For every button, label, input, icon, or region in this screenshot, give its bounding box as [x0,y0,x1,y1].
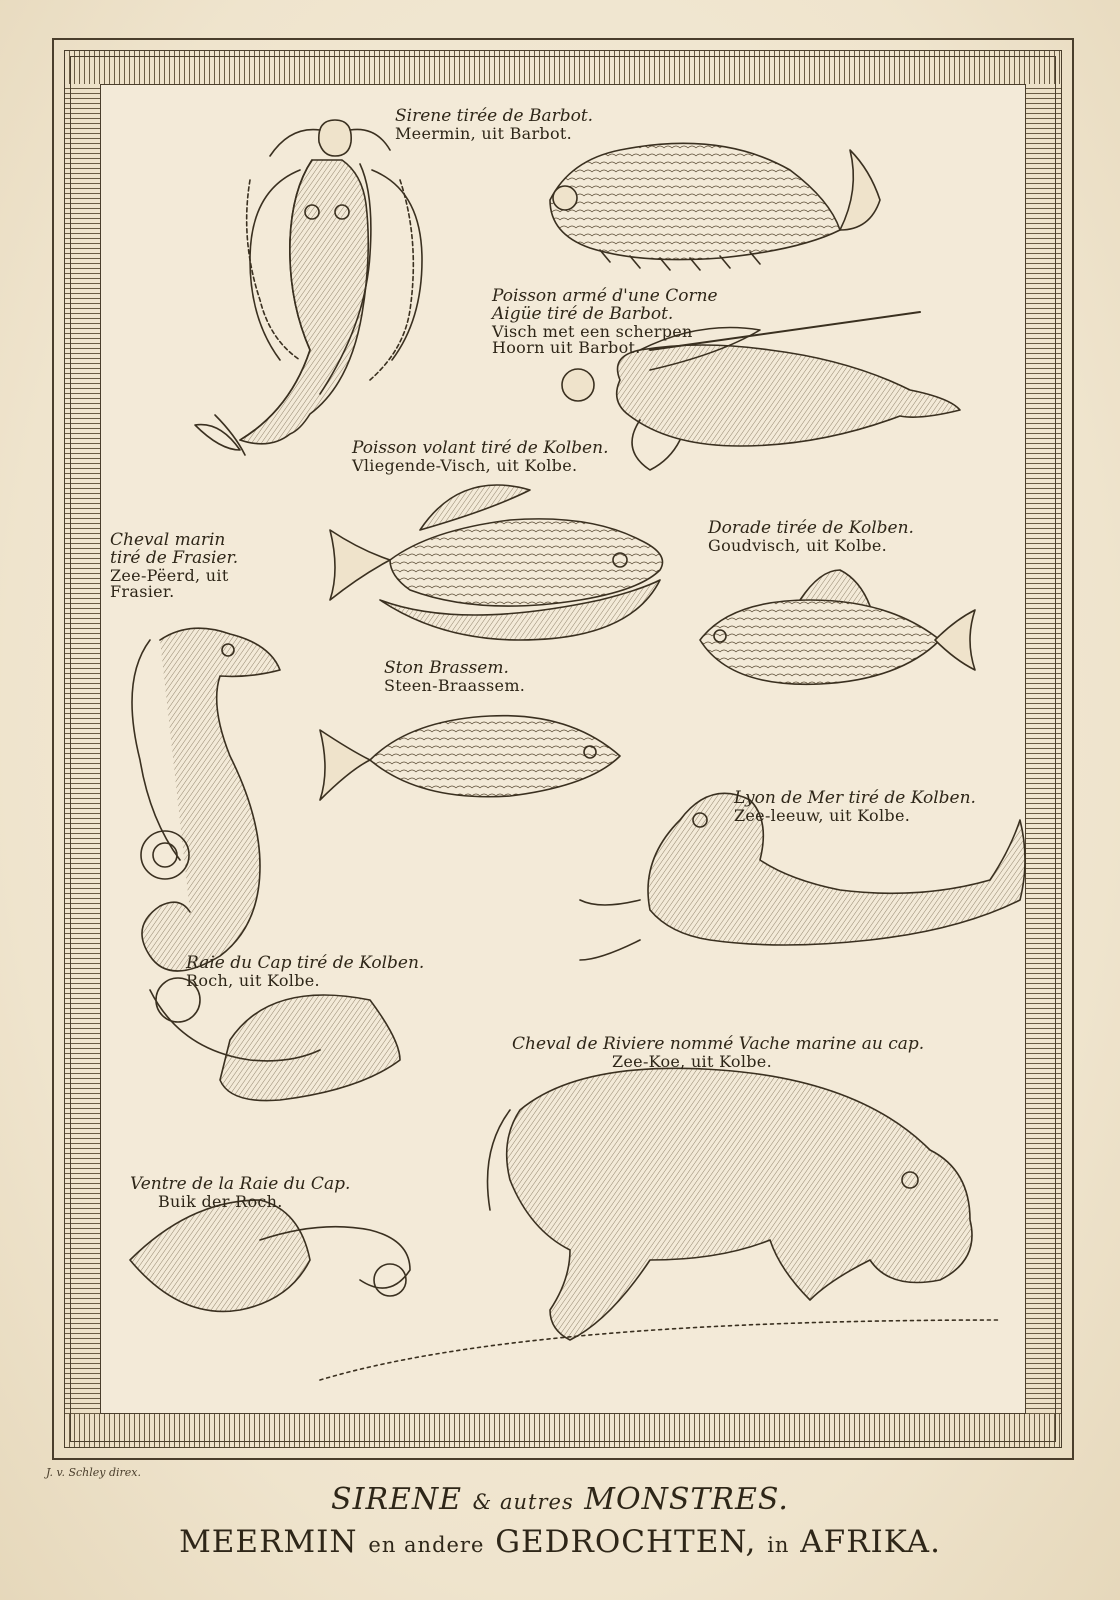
engraver-credit: J. v. Schley direx. [46,1466,141,1479]
caption-ston-brassem-fr: Ston Brassem. [384,658,509,678]
caption-poisson-corne [492,288,718,357]
caption-ventre-raie [130,1176,350,1211]
seahorse-figure [132,628,280,971]
caption-raie-du-cap [186,955,424,990]
title-meermin: MEERMIN [179,1524,358,1560]
caption-ston-brassem-nl: Steen-Braassem. [384,675,526,695]
ston-brassem-figure [320,716,620,800]
dorade-figure [700,570,975,684]
caption-ston-brassem [384,660,525,695]
caption-ventre-raie-nl: Buik der Roch. [158,1191,283,1211]
plate-title-dutch [0,1524,1120,1560]
mermaid-figure [195,120,422,455]
caption-poisson-corne-nl2: Hoorn uit Barbot. [492,338,641,358]
caption-poisson-volant-nl: Vliegende-Visch, uit Kolbe. [352,455,578,475]
caption-sirene-fr: Sirene tirée de Barbot. [395,106,594,126]
caption-poisson-volant [352,440,608,475]
hippo-figure [320,1068,1000,1380]
title-monstres: MONSTRES. [584,1482,789,1517]
caption-raie-du-cap-fr: Raie du Cap tiré de Kolben. [186,953,425,973]
caption-dorade [708,520,914,555]
caption-dorade-nl: Goudvisch, uit Kolbe. [708,535,888,555]
caption-poisson-volant-fr: Poisson volant tiré de Kolben. [352,438,609,458]
caption-poisson-corne-fr2: Aigüe tiré de Barbot. [492,303,674,324]
title-sirene: SIRENE [331,1482,463,1517]
caption-cheval-marin [110,532,238,601]
title-et-autres: & autres [472,1490,574,1514]
caption-dorade-fr: Dorade tirée de Kolben. [708,518,914,538]
caption-sirene [395,108,593,143]
caption-lyon-de-mer [734,790,976,825]
ray-belly-figure [130,1200,410,1311]
caption-cheval-riviere [512,1036,924,1071]
title-afrika: AFRIKA. [800,1524,941,1560]
flying-fish-figure [330,485,663,640]
caption-cheval-riviere-nl: Zee-Koe, uit Kolbe. [612,1051,772,1071]
ray-figure [150,978,400,1101]
caption-sirene-nl: Meermin, uit Barbot. [395,123,573,143]
caption-lyon-de-mer-fr: Lyon de Mer tiré de Kolben. [734,788,976,808]
caption-ventre-raie-fr: Ventre de la Raie du Cap. [130,1174,351,1194]
caption-cheval-marin-fr1: Cheval marin [110,530,226,550]
title-gedrochten: GEDROCHTEN, [495,1524,757,1560]
title-in: in [767,1533,790,1557]
caption-raie-du-cap-nl: Roch, uit Kolbe. [186,970,320,990]
caption-poisson-corne-fr1: Poisson armé d'une Corne [492,286,718,306]
plate-title-french [0,1482,1120,1517]
caption-cheval-marin-nl1: Zee-Pëerd, uit [110,565,229,585]
title-en-andere: en andere [368,1533,485,1557]
caption-lyon-de-mer-nl: Zee-leeuw, uit Kolbe. [734,805,911,825]
caption-poisson-corne-nl1: Visch met een scherpen [492,321,693,341]
caption-cheval-marin-fr2: tiré de Frasier. [110,547,239,568]
caption-cheval-riviere-fr: Cheval de Riviere nommé Vache marine au cap. [512,1034,925,1054]
caption-cheval-marin-nl2: Frasier. [110,582,175,602]
face-fish-figure [550,143,880,270]
